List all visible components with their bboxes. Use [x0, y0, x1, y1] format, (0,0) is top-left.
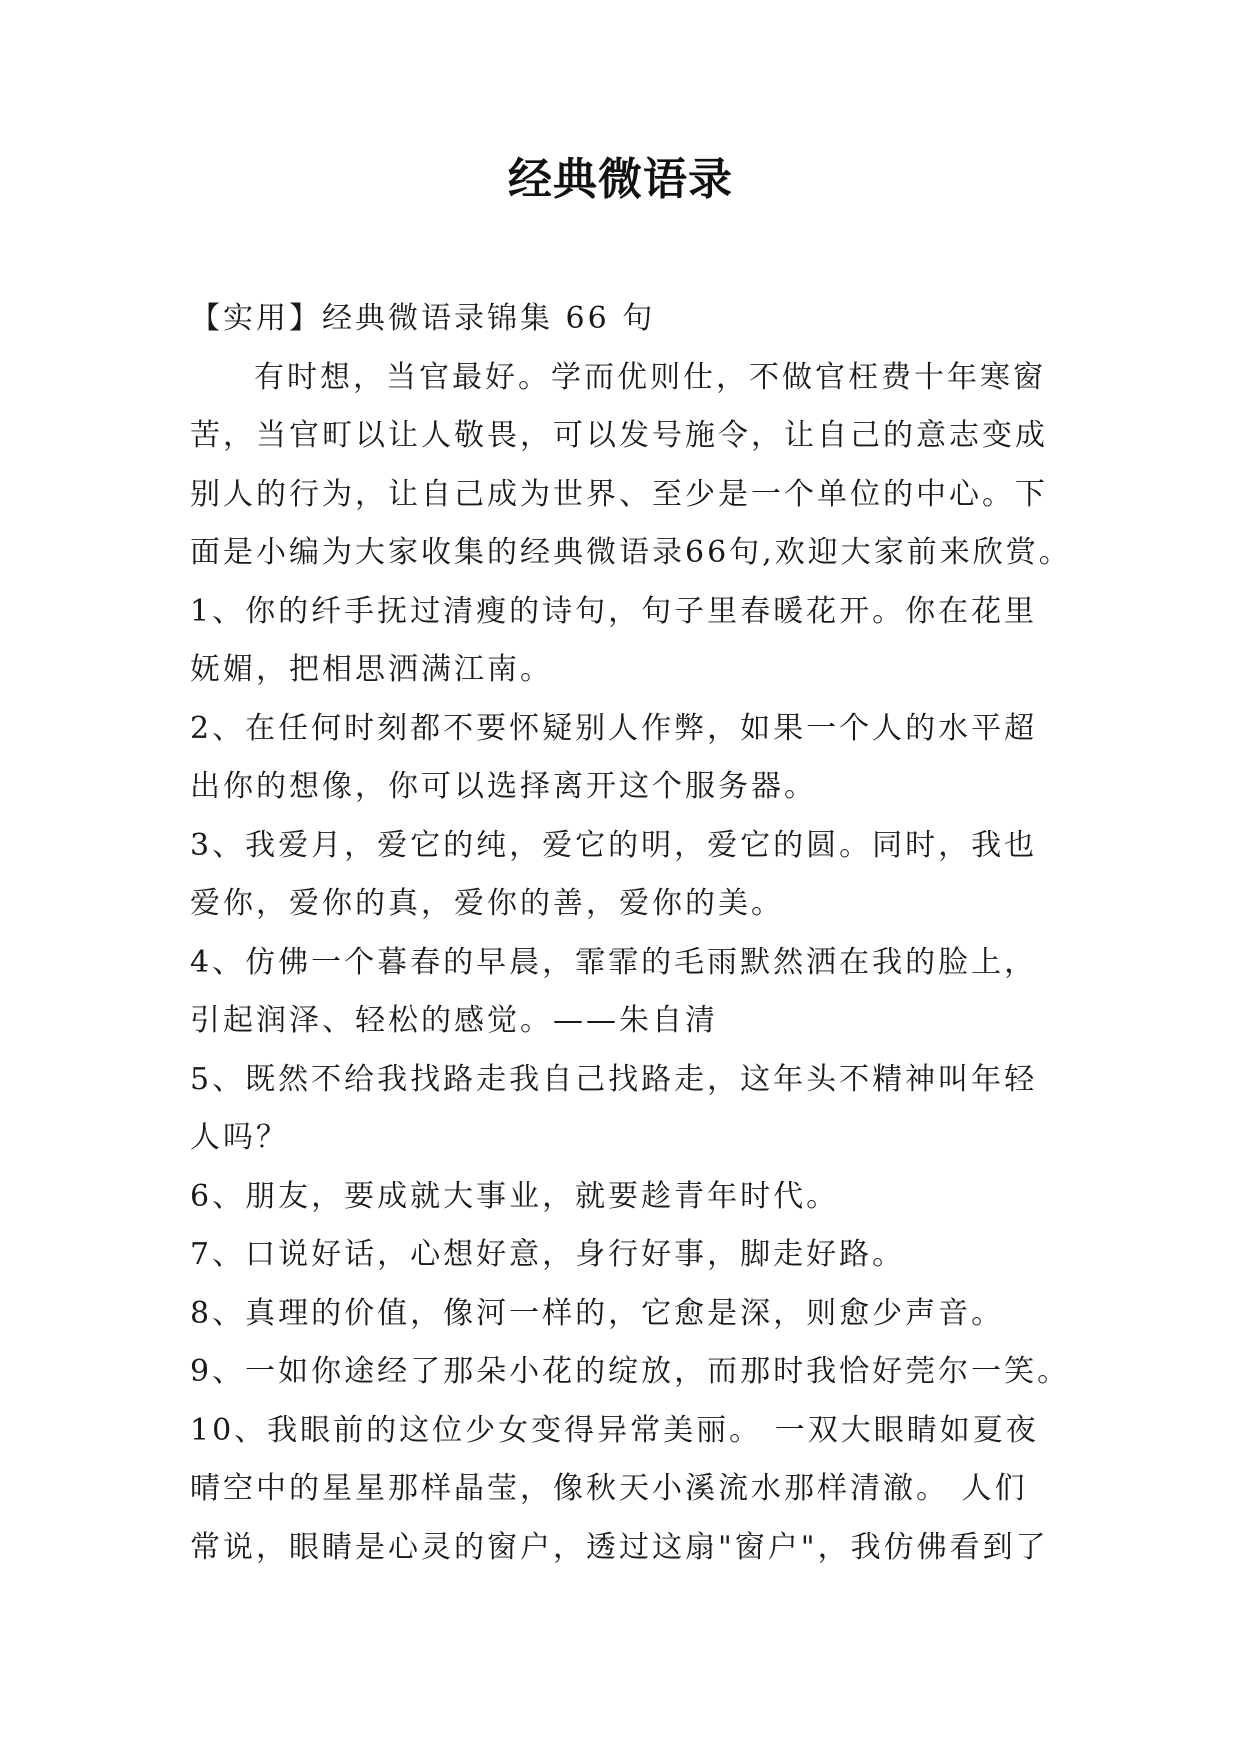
- body-text-line: 有时想，当官最好。学而优则仕，不做官枉费十年寒窗: [254, 359, 1046, 395]
- body-text-line: 5、既然不给我找路走我自己找路走，这年头不精神叫年轻: [190, 1061, 1038, 1097]
- body-text-line: 8、真理的价值，像河一样的，它愈是深，则愈少声音。: [190, 1295, 1005, 1331]
- body-text-line: 10、我眼前的这位少女变得异常美丽。 一双大眼睛如夏夜: [190, 1412, 1039, 1448]
- body-text-line: 别人的行为，让自己成为世界、至少是一个单位的中心。下: [190, 476, 1048, 512]
- document-title: 经典微语录: [508, 154, 733, 205]
- body-text-line: 常说，眼睛是心灵的窗户，透过这扇"窗户"，我仿佛看到了: [190, 1529, 1049, 1565]
- body-text-line: 晴空中的星星那样晶莹，像秋天小溪流水那样清澈。 人们: [190, 1471, 1028, 1506]
- body-text-line: 4、仿佛一个暮春的早晨，霏霏的毛雨默然洒在我的脸上，: [190, 944, 1038, 980]
- body-text-line: 苦，当官町以让人敬畏，可以发号施令，让自己的意志变成: [190, 418, 1048, 453]
- body-text-line: 妩媚，把相思洒满江南。: [190, 652, 553, 687]
- body-text-line: 7、口说好话，心想好意，身行好事，脚走好路。: [190, 1237, 906, 1272]
- body-text-line: 1、你的纤手抚过清瘦的诗句，句子里春暖花开。你在花里: [190, 593, 1038, 629]
- body-text-line: 引起润泽、轻松的感觉。——朱自清: [190, 1003, 718, 1038]
- body-text-line: 3、我爱月，爱它的纯，爱它的明，爱它的圆。同时，我也: [190, 827, 1038, 863]
- body-text-line: 面是小编为大家收集的经典微语录66句,欢迎大家前来欣赏。: [190, 535, 1072, 570]
- body-text-line: 2、在任何时刻都不要怀疑别人作弊，如果一个人的水平超: [190, 710, 1038, 746]
- body-text-line: 6、朋友，要成就大事业，就要趁青年时代。: [190, 1178, 840, 1214]
- body-text-line: 人吗？: [190, 1120, 289, 1155]
- body-text-line: 出你的想像，你可以选择离开这个服务器。: [190, 769, 817, 804]
- document-body: [190, 290, 1070, 1577]
- body-text-line: 爱你，爱你的真，爱你的善，爱你的美。: [190, 886, 784, 921]
- body-text-line: 【实用】经典微语录锦集 66 句: [190, 301, 656, 336]
- body-text-line: 9、一如你途经了那朵小花的绽放，而那时我恰好莞尔一笑。: [190, 1354, 1071, 1389]
